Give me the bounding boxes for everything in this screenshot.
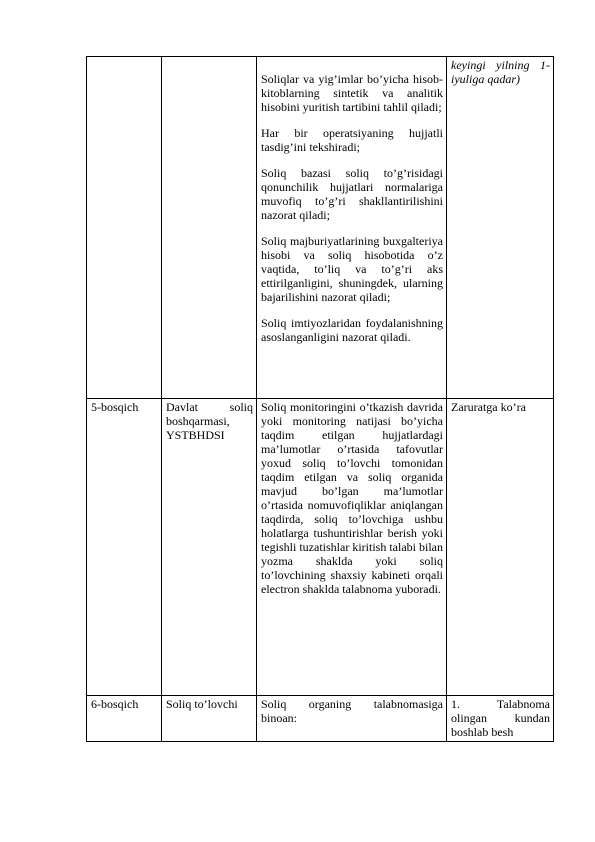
stage-label: 5-bosqich [91, 400, 139, 414]
cell-stage [87, 696, 162, 742]
action-paragraph-2: Har bir operatsiyaning hujjatli tasdig’ini tekshiradi; [261, 126, 443, 154]
cell-action [257, 696, 447, 742]
action-paragraph-5: Soliq imtiyozlaridan foydalanishning asoslanganligini nazorat qiladi. [261, 316, 443, 344]
table-row-stage-5 [87, 399, 554, 696]
cell-actor [162, 399, 257, 696]
actor-text: Davlat soliq boshqarmasi, YSTBHDSI [166, 400, 253, 442]
cell-stage [87, 399, 162, 696]
action-text: Soliq organing talabnomasiga binoan: [261, 697, 443, 725]
cell-actions [257, 57, 447, 399]
action-text: Soliq monitoringini o’tkazish davrida yoki monitoring natijasi bo’yicha taqdim etilgan hujjatlardagi ma’lumotlar o’rtasida tafovutlar yoxud soliq to’lovchi tomonidan taqdim etilgan va soliq organida mavjud bo’lgan ma’lumotlar o’rtasida nomuvofiqliklar aniqlangan taqdirda, soliq to’lovchiga ushbu holatlarga tushuntirishlar berish yoki tegishli tuzatishlar kiritish talabi bilan yozma shaklda yoki soliq to’lovchining shaxsiy kabineti orqali electron shaklda talabnoma yuboradi. [261, 400, 443, 596]
action-paragraph-3: Soliq bazasi soliq to’g’risidagi qonunchilik hujjatlari normalariga muvofiq to’g’ri shakllantirilishini nazorat qiladi; [261, 166, 443, 222]
cell-actor-empty [162, 57, 257, 399]
procedure-table [86, 56, 554, 742]
cell-action [257, 399, 447, 696]
cell-actor [162, 696, 257, 742]
deadline-text: Zaruratga ko’ra [451, 400, 526, 414]
cell-deadline [447, 696, 554, 742]
action-paragraph-1: Soliqlar va yig’imlar bo’yicha hisob-kitoblarning sintetik va analitik hisobini yuritish tartibini tahlil qiladi; [261, 72, 443, 114]
cell-deadline [447, 399, 554, 696]
deadline-text: 1. Talabnoma olingan kundan boshlab besh [451, 697, 550, 739]
cell-deadline [447, 57, 554, 399]
actor-text: Soliq to’lovchi [166, 697, 238, 711]
stage-label: 6-bosqich [91, 697, 139, 711]
cell-stage-empty [87, 57, 162, 399]
action-paragraph-4: Soliq majburiyatlarining buxgalteriya hisobi va soliq hisobotida o’z vaqtida, to’liq va to’g’ri aks ettirilganligini, shuningdek, ularning bajarilishini nazorat qiladi; [261, 234, 443, 304]
table-row-stage-6 [87, 696, 554, 742]
deadline-text: keyingi yilning 1-iyuliga qadar) [451, 58, 550, 86]
table-row-continued [87, 57, 554, 399]
